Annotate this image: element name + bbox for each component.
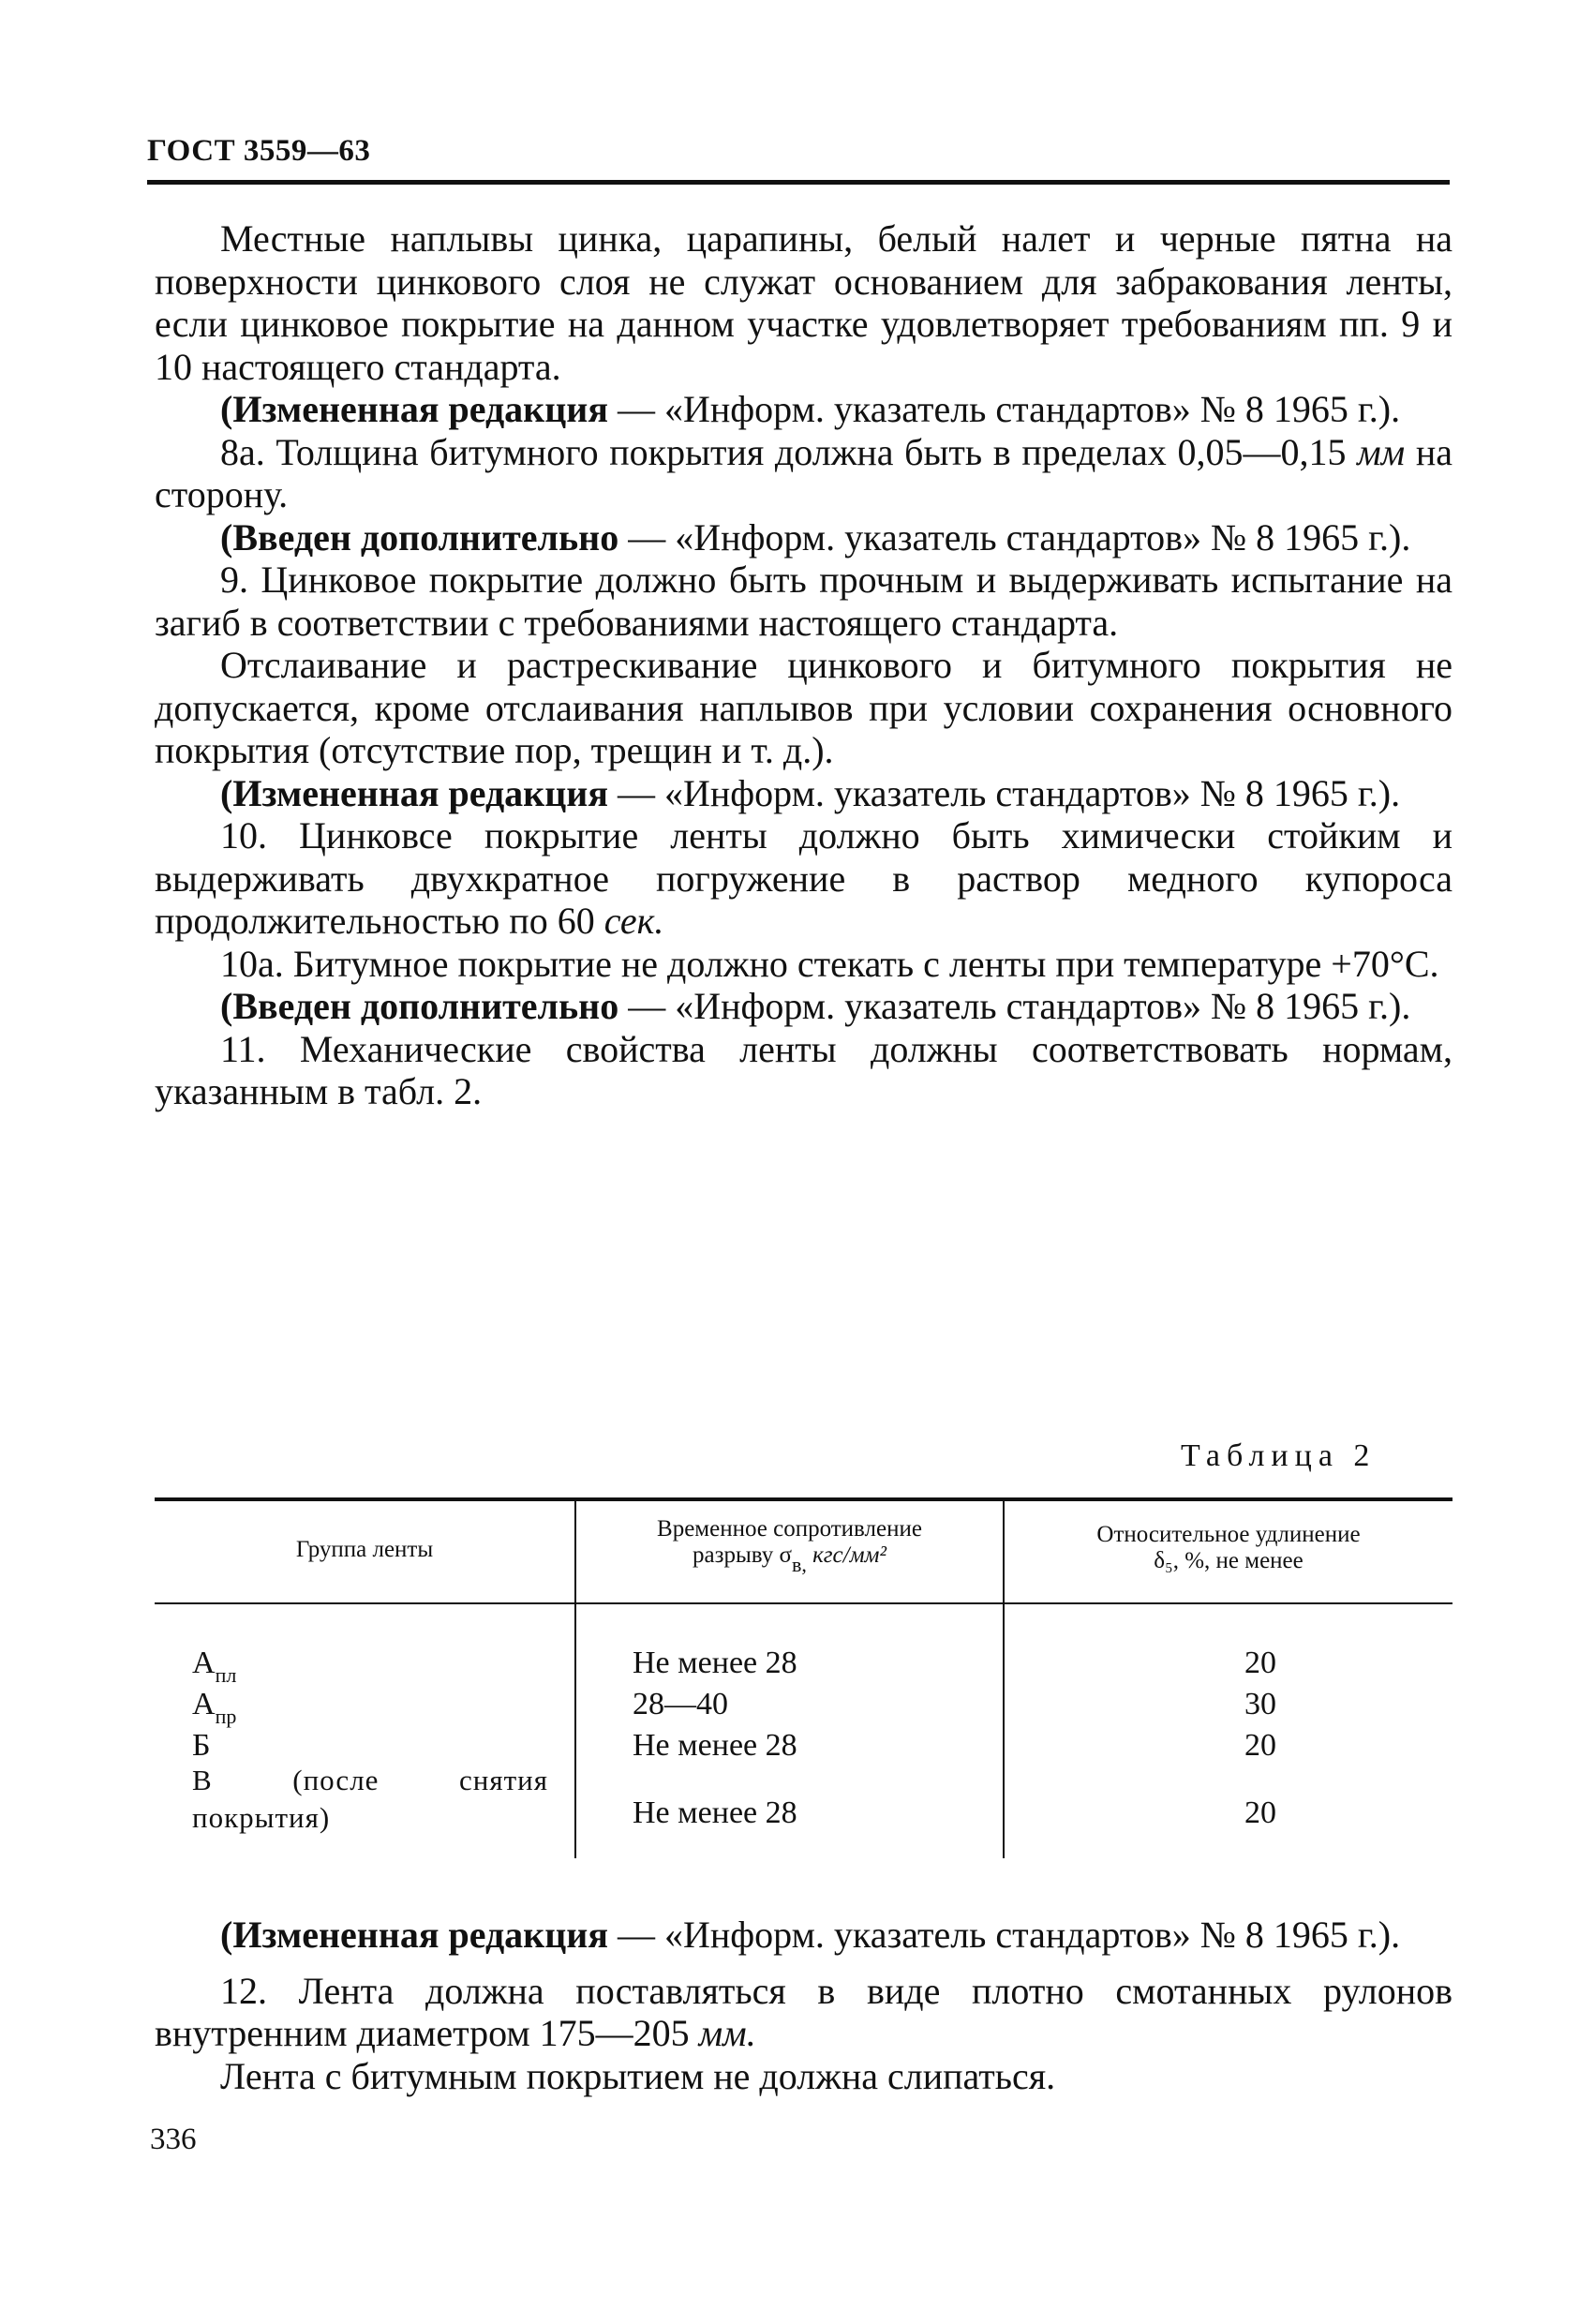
paragraph-11: 11. Механические свойства ленты должны соответствовать нормам, указанным в табл. 2. xyxy=(155,1027,1452,1112)
amendment-label: (Измененная редакция xyxy=(220,388,608,430)
paragraph-9: 9. Цинковое покрытие должно быть прочным и выдерживать испытание на загиб в соответствии с требованиями настоящего стандарта. xyxy=(155,559,1452,644)
amendment-label: (Измененная редакция xyxy=(220,771,608,814)
added-label: (Введен дополнительно xyxy=(220,515,619,559)
strength-header-unit: кгс/мм² xyxy=(806,1542,886,1568)
added-source: — «Информ. указатель стандартов» № 8 1965 г.). xyxy=(618,985,1411,1027)
strength-header-subscript: в, xyxy=(791,1553,807,1576)
table-row-group xyxy=(192,1684,236,1728)
strength-header-line2 xyxy=(576,1542,1003,1576)
paragraph-8a-text: 8а. Толщина битумного покрытия должна быть в пределах 0,05—0,15 xyxy=(220,430,1358,473)
table-row-elongation: 20 xyxy=(1244,1795,1276,1830)
unit-mm: мм xyxy=(1357,430,1406,473)
body-top xyxy=(155,217,1452,1113)
paragraph-zinc-defects: Местные наплывы цинка, царапины, белый налет и черные пятна на поверхности цинкового слоя не служат основанием для забракования ленты, если цинковое покрытие на данном участке удовлетворяет требованиям пп. 9 и 10 настоящего стандарта. xyxy=(155,217,1452,388)
table-row-strength: 28—40 xyxy=(633,1687,728,1721)
paragraph-12-text: 12. Лента должна поставляться в виде плотно смотанных рулонов внутренним диаметром 175—205 xyxy=(155,1969,1452,2054)
amendment-source: — «Информ. указатель стандартов» № 8 1965 г.). xyxy=(607,388,1401,430)
table-row-group: Б xyxy=(192,1728,211,1763)
table-row-strength: Не менее 28 xyxy=(633,1646,797,1680)
mechanical-properties-table xyxy=(155,1497,1452,1858)
column-header-group: Группа ленты xyxy=(295,1537,434,1562)
table-row-elongation: 30 xyxy=(1244,1687,1276,1721)
elongation-header-line1: Относительное удлинение xyxy=(1096,1522,1361,1547)
paragraph-added-note-2 xyxy=(155,985,1452,1028)
table-row-strength: Не менее 28 xyxy=(633,1728,797,1763)
unit-mm: мм. xyxy=(698,2012,756,2054)
group-letter: А xyxy=(192,1687,216,1721)
paragraph-12 xyxy=(155,1970,1452,2055)
table-row-group: В (после снятия покрытия) xyxy=(192,1764,548,1834)
strength-header-prefix: разрыву σ xyxy=(693,1542,792,1568)
table-row-group xyxy=(192,1643,236,1687)
paragraph-10a: 10а. Битумное покрытие не должно стекать с ленты при температуре +70°С. xyxy=(220,942,1439,985)
added-source: — «Информ. указатель стандартов» № 8 1965 г.). xyxy=(618,515,1411,559)
amendment-label: (Измененная редакция xyxy=(220,1914,608,1956)
elongation-header-line2: δ₅, %, не менее xyxy=(1154,1548,1304,1573)
table-header-rule xyxy=(155,1602,1452,1604)
paragraph-added-note xyxy=(155,516,1452,559)
amendment-source: — «Информ. указатель стандартов» № 8 1965 г.). xyxy=(607,771,1401,814)
column-header-elongation xyxy=(1005,1522,1452,1574)
paragraph-8a xyxy=(155,431,1452,516)
strength-header-line1: Временное сопротивление xyxy=(657,1516,922,1542)
unit-sec: сек. xyxy=(603,900,664,942)
paragraph-amendment-note-2 xyxy=(155,772,1452,815)
added-label: (Введен дополнительно xyxy=(220,985,619,1027)
table-row-elongation: 20 xyxy=(1244,1646,1276,1680)
document-header-title: ГОСТ 3559—63 xyxy=(147,134,371,168)
table-row-elongation: 20 xyxy=(1244,1728,1276,1763)
group-letter: А xyxy=(192,1646,216,1680)
paragraph-10 xyxy=(155,814,1452,943)
paragraph-amendment-note-3 xyxy=(155,1914,1452,1957)
paragraph-amendment-note xyxy=(155,388,1452,431)
column-header-strength xyxy=(576,1516,1003,1576)
amendment-source: — «Информ. указатель стандартов» № 8 1965 г.). xyxy=(607,1914,1401,1956)
body-bottom xyxy=(155,1914,1452,2097)
group-subscript: пр xyxy=(215,1705,237,1728)
table-top-rule xyxy=(155,1497,1452,1501)
page-number: 336 xyxy=(150,2123,197,2156)
table-row-strength: Не менее 28 xyxy=(633,1795,797,1830)
paragraph-bitumen-sticking: Лента с битумным покрытием не должна слипаться. xyxy=(220,2054,1056,2097)
header-rule xyxy=(147,180,1450,185)
table-caption: Таблица 2 xyxy=(1181,1438,1377,1473)
paragraph-8a-tail: на сторону. xyxy=(155,430,1452,515)
group-subscript: пл xyxy=(215,1663,237,1687)
paragraph-peeling: Отслаивание и растрескивание цинкового и битумного покрытия не допускается, кроме отслаивания наплывов при условии сохранения основного покрытия (отсутствие пор, трещин и т. д.). xyxy=(155,644,1452,771)
paragraph-10-text: 10. Цинковсе покрытие ленты должно быть химически стойким и выдерживать двухкратное погружение в раствор медного купороса продолжительностью по 60 xyxy=(155,814,1452,942)
